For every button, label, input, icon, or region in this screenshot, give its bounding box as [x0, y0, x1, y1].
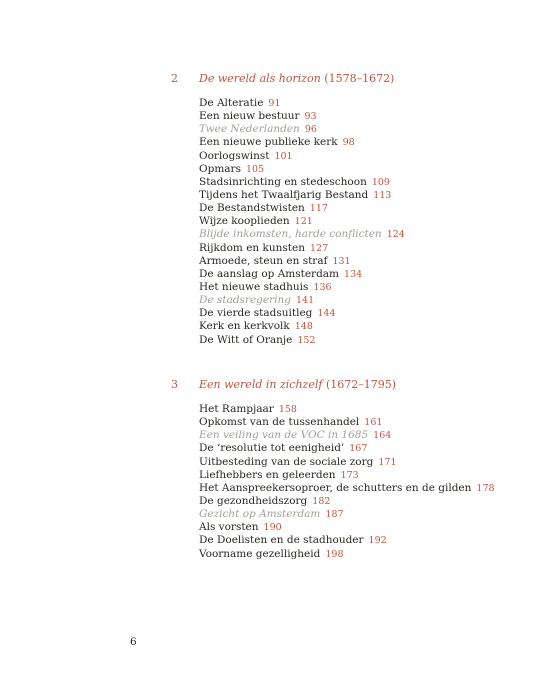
toc-entry [199, 320, 405, 333]
entry-title: De gezondheidszorg [199, 494, 308, 507]
entry-title: De Alteratie [199, 97, 264, 109]
entry-title: Rijkdom en kunsten [199, 241, 306, 254]
entry-title: Voorname gezelligheid [199, 547, 321, 560]
toc-entry [199, 482, 495, 495]
entry-page-number: 96 [304, 124, 317, 136]
toc-entry [199, 176, 405, 189]
toc-entry [199, 534, 495, 547]
entry-page-number: 164 [373, 430, 392, 442]
toc-entry [199, 307, 405, 320]
toc-entry [199, 442, 495, 455]
entry-page-number: 161 [364, 417, 383, 429]
toc-entry [199, 281, 405, 294]
toc-entry [199, 255, 405, 268]
toc-entry [199, 202, 405, 215]
toc-entry [199, 97, 405, 110]
entry-title: Als vorsten [199, 521, 259, 534]
entry-page-number: 101 [274, 150, 293, 162]
toc-entry [199, 110, 405, 123]
entry-title: Het Rampjaar [199, 403, 274, 415]
entry-title: Liefhebbers en geleerden [199, 468, 336, 481]
entry-title: Kerk en kerkvolk [199, 320, 290, 333]
entry-page-number: 98 [342, 137, 355, 149]
entry-title: Het nieuwe stadhuis [199, 280, 309, 293]
toc-entry [199, 521, 495, 534]
entry-title: Uitbesteding van de sociale zorg [199, 455, 374, 468]
section-title [199, 378, 396, 391]
toc-entry [199, 469, 495, 482]
entry-page-number: 134 [344, 268, 363, 280]
toc-entry [199, 150, 405, 163]
entry-page-number: 121 [294, 216, 313, 228]
toc-entry [199, 242, 405, 255]
entry-title: Een veiling van de VOC in 1685 [199, 429, 369, 442]
entry-page-number: 93 [304, 111, 317, 123]
toc-subentry [199, 228, 405, 241]
entry-page-number: 198 [325, 548, 344, 560]
entry-title: Blijde inkomsten, harde conflicten [199, 228, 382, 241]
entry-title: Opmars [199, 162, 241, 175]
entry-page-number: 192 [368, 535, 387, 547]
section-heading [0, 72, 533, 88]
toc-entry [199, 495, 495, 508]
section-title-text: De wereld als horizon [199, 72, 321, 85]
entry-title: Wijze kooplieden [199, 215, 290, 228]
entry-title: De vierde stadsuitleg [199, 307, 313, 320]
entry-title: De ‘resolutie tot eenigheid’ [199, 442, 345, 455]
section-heading [0, 378, 533, 394]
toc-entry [199, 416, 495, 429]
entry-page-number: 136 [313, 281, 332, 293]
entry-page-number: 105 [245, 163, 265, 175]
toc-entry [199, 268, 405, 281]
entry-page-number: 178 [476, 482, 495, 494]
entry-title: Een nieuw bestuur [199, 110, 300, 123]
entry-title: Het Aanspreekersoproer, de schutters en de gilden [199, 481, 472, 494]
section-number: 2 [171, 72, 178, 85]
entry-page-number: 144 [317, 308, 336, 320]
entry-title: Stadsinrichting en stedeschoon [199, 175, 367, 188]
entry-page-number: 187 [325, 509, 344, 521]
section-title [199, 72, 394, 85]
entry-page-number: 131 [332, 255, 351, 267]
entry-page-number: 182 [312, 495, 331, 507]
section-number: 3 [171, 378, 178, 391]
toc-entry [199, 163, 405, 176]
entry-page-number: 171 [378, 456, 397, 468]
toc-list [199, 97, 405, 347]
section-years: (1578–1672) [324, 72, 395, 85]
toc-entry [199, 136, 405, 149]
toc-entry [199, 189, 405, 202]
entry-page-number: 158 [278, 404, 297, 415]
page-number: 6 [130, 636, 137, 648]
toc-entry [199, 334, 405, 347]
toc-entry [199, 456, 495, 469]
entry-title: Twee Nederlanden [199, 123, 300, 136]
entry-title: Tijdens het Twaalfjarig Bestand [199, 188, 369, 201]
entry-title: Een nieuwe publieke kerk [199, 136, 338, 149]
entry-page-number: 109 [371, 176, 390, 188]
entry-page-number: 141 [295, 295, 315, 307]
entry-title: De aanslag op Amsterdam [199, 267, 340, 280]
entry-page-number: 167 [349, 443, 368, 455]
toc-subentry [199, 429, 495, 442]
section-years: (1672–1795) [325, 378, 397, 391]
toc-subentry [199, 508, 495, 521]
entry-title: De Witt of Oranje [199, 333, 293, 346]
entry-title: Oorlogswinst [199, 149, 270, 162]
entry-page-number: 124 [386, 229, 405, 241]
toc-entry [199, 403, 495, 416]
entry-title: Gezicht op Amsterdam [199, 508, 321, 521]
entry-page-number: 152 [297, 334, 316, 346]
entry-page-number: 117 [309, 203, 328, 215]
entry-page-number: 173 [340, 469, 359, 481]
entry-page-number: 148 [294, 321, 313, 333]
toc-subentry [199, 294, 405, 307]
entry-title: Opkomst van de tussenhandel [199, 416, 360, 429]
section-title-text: Een wereld in zichzelf [199, 378, 323, 391]
entry-title: De Bestandstwisten [199, 202, 305, 215]
toc-entry [199, 548, 495, 561]
entry-page-number: 91 [268, 98, 281, 109]
toc-list [199, 403, 495, 561]
entry-title: De Doelisten en de stadhouder [199, 534, 364, 547]
entry-title: Armoede, steun en straf [199, 254, 328, 267]
toc-entry [199, 215, 405, 228]
entry-title: De stadsregering [199, 294, 291, 307]
toc-subentry [199, 123, 405, 136]
entry-page-number: 113 [373, 189, 392, 201]
entry-page-number: 190 [263, 522, 282, 534]
entry-page-number: 127 [310, 242, 329, 254]
